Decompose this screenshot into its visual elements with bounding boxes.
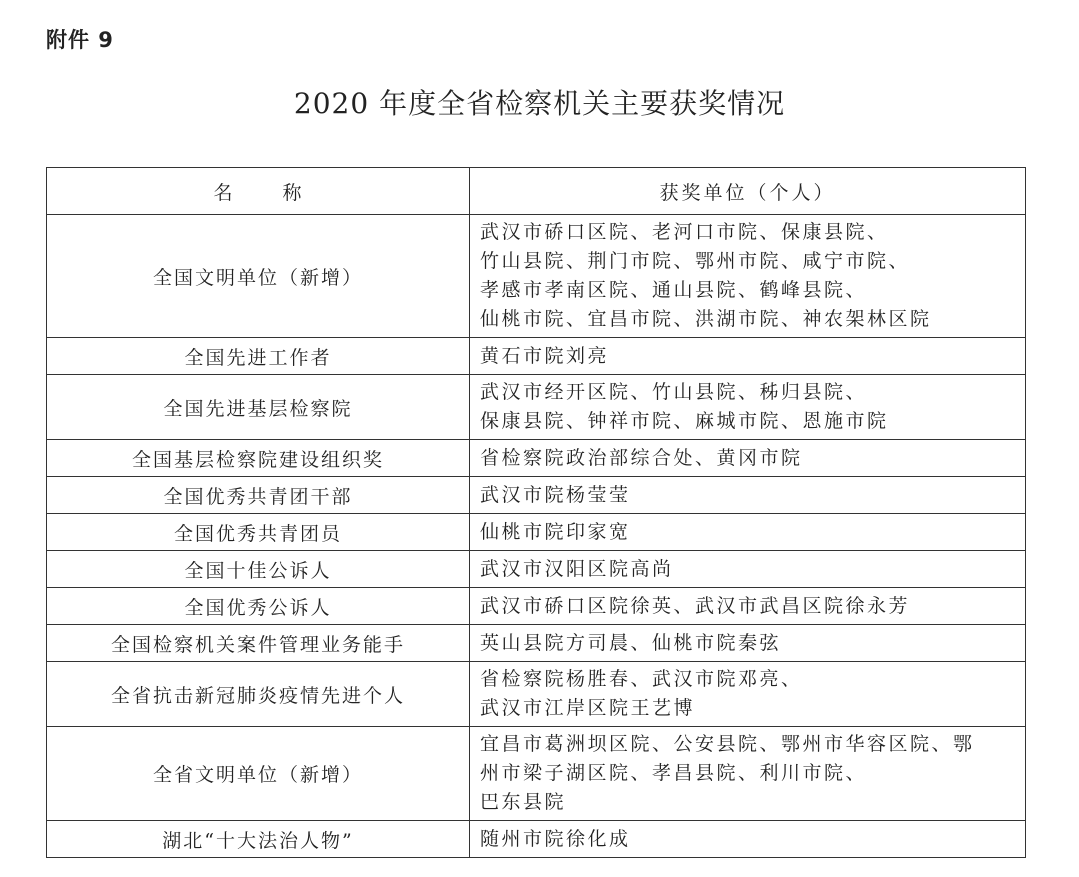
attachment-label: 附件 9 (46, 28, 114, 52)
award-name: 全国优秀共青团干部 (47, 477, 470, 514)
award-recipients (470, 215, 1026, 338)
award-name: 全国先进基层检察院 (47, 375, 470, 440)
recipient-line: 武汉市江岸区院王艺博 (480, 697, 696, 719)
table-row (47, 477, 1026, 514)
award-recipients (470, 440, 1026, 477)
table-row (47, 821, 1026, 858)
column-header-name: 名 称 (47, 168, 470, 215)
recipient-line: 黄石市院刘亮 (480, 344, 610, 367)
recipient-line: 竹山县院、荆门市院、鄂州市院、咸宁市院、 (480, 250, 911, 272)
award-recipients (470, 727, 1026, 821)
table-row (47, 440, 1026, 477)
recipient-line: 省检察院杨胜春、武汉市院邓亮、 (480, 668, 803, 690)
table-row (47, 338, 1026, 375)
awards-table (46, 167, 1026, 858)
recipient-line: 巴东县院 (480, 791, 567, 813)
award-name: 全国先进工作者 (47, 338, 470, 375)
table-row (47, 551, 1026, 588)
recipient-line: 州市梁子湖区院、孝昌县院、利川市院、 (480, 762, 868, 784)
award-recipients (470, 588, 1026, 625)
award-recipients (470, 514, 1026, 551)
award-name: 全国优秀公诉人 (47, 588, 470, 625)
award-name: 全国基层检察院建设组织奖 (47, 440, 470, 477)
recipient-line: 随州市院徐化成 (480, 827, 631, 850)
table-row (47, 588, 1026, 625)
table-row (47, 625, 1026, 662)
award-name: 全省文明单位（新增） (47, 727, 470, 821)
recipient-line: 仙桃市院印家宽 (480, 520, 631, 543)
recipient-line: 孝感市孝南区院、通山县院、鹤峰县院、 (480, 279, 868, 301)
award-recipients (470, 338, 1026, 375)
award-name: 全国十佳公诉人 (47, 551, 470, 588)
recipient-line: 省检察院政治部综合处、黄冈市院 (480, 446, 803, 469)
award-recipients (470, 375, 1026, 440)
award-name: 全省抗击新冠肺炎疫情先进个人 (47, 662, 470, 727)
award-name: 全国检察机关案件管理业务能手 (47, 625, 470, 662)
award-name: 全国文明单位（新增） (47, 215, 470, 338)
award-name: 湖北“十大法治人物” (47, 821, 470, 858)
award-recipients (470, 625, 1026, 662)
recipient-line: 武汉市硚口区院徐英、武汉市武昌区院徐永芳 (480, 594, 911, 617)
table-row (47, 215, 1026, 338)
award-recipients (470, 551, 1026, 588)
recipient-line: 仙桃市院、宜昌市院、洪湖市院、神农架林区院 (480, 308, 932, 330)
table-row (47, 727, 1026, 821)
table-header-row (47, 168, 1026, 215)
award-name: 全国优秀共青团员 (47, 514, 470, 551)
recipient-line: 保康县院、钟祥市院、麻城市院、恩施市院 (480, 410, 889, 432)
recipient-line: 武汉市硚口区院、老河口市院、保康县院、 (480, 221, 889, 243)
recipient-line: 武汉市汉阳区院高尚 (480, 557, 674, 580)
table-row (47, 662, 1026, 727)
award-recipients (470, 477, 1026, 514)
column-header-recipient: 获奖单位（个人） (470, 168, 1026, 215)
award-recipients (470, 662, 1026, 727)
recipient-line: 武汉市院杨莹莹 (480, 483, 631, 506)
recipient-line: 武汉市经开区院、竹山县院、秭归县院、 (480, 381, 868, 403)
recipient-line: 宜昌市葛洲坝区院、公安县院、鄂州市华容区院、鄂 (480, 733, 975, 755)
table-row (47, 375, 1026, 440)
recipient-line: 英山县院方司晨、仙桃市院秦弦 (480, 631, 782, 654)
table-row (47, 514, 1026, 551)
award-recipients (470, 821, 1026, 858)
page-title: 2020 年度全省检察机关主要获奖情况 (293, 87, 786, 120)
